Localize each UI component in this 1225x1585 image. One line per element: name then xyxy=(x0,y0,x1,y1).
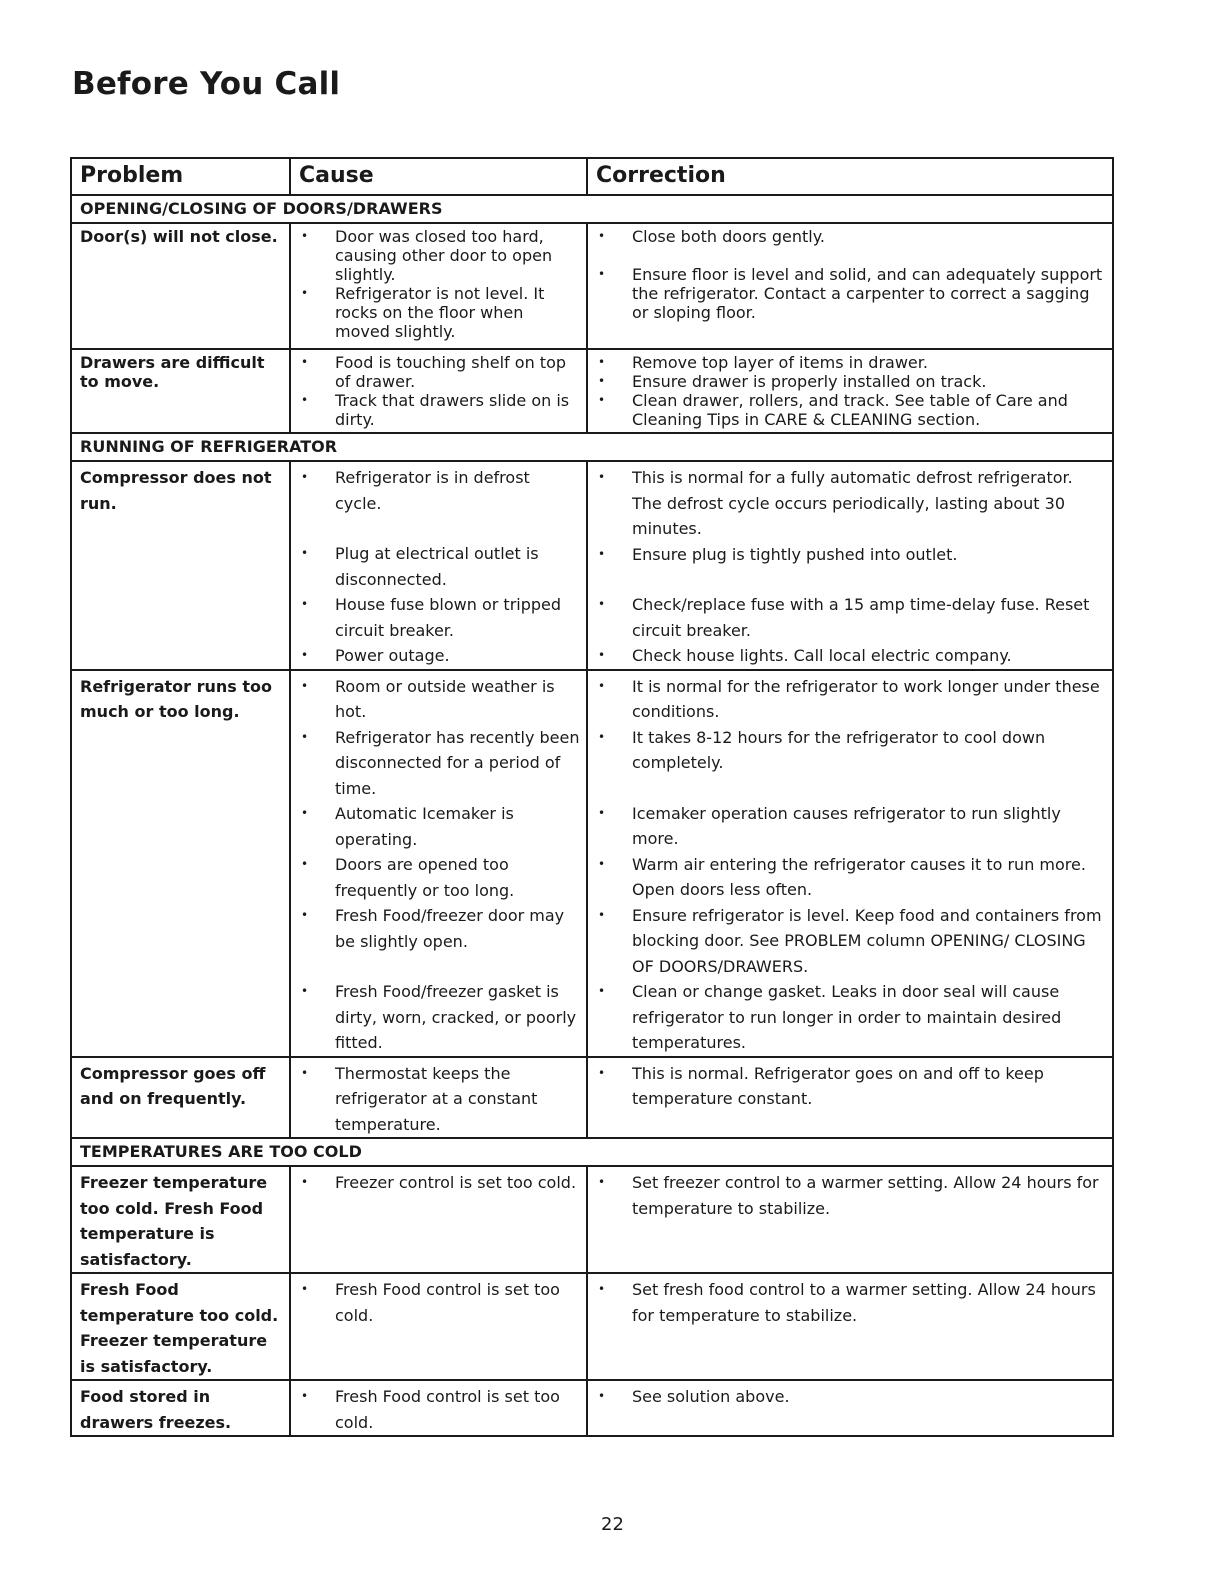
table-row xyxy=(71,349,1113,433)
correction-item: • Ensure drawer is properly installed on track. xyxy=(598,372,1106,391)
table-row xyxy=(71,670,1113,1057)
cause-cell xyxy=(290,223,587,349)
section-row xyxy=(71,195,1113,223)
cause-item: • Room or outside weather is hot. xyxy=(301,674,580,725)
correction-item: • Ensure plug is tightly pushed into outlet. xyxy=(598,542,1106,568)
cause-cell xyxy=(290,670,587,1057)
cause-item: • Fresh Food control is set too cold. xyxy=(301,1277,580,1328)
correction-item: • It is normal for the refrigerator to work longer under these conditions. xyxy=(598,674,1106,725)
cause-item: • Refrigerator is not level. It rocks on the floor when moved slightly. xyxy=(301,284,580,341)
correction-item: • Ensure refrigerator is level. Keep food and containers from blocking door. See PROBLEM column OPENING/ CLOSING OF DOORS/DRAWERS. xyxy=(598,903,1106,980)
cause-item: • Track that drawers slide on is dirty. xyxy=(301,391,580,429)
correction-cell xyxy=(587,1057,1113,1139)
problem-header: Problem xyxy=(71,158,290,195)
header-row xyxy=(71,158,1113,195)
problem-cell: Freezer temperature too cold. Fresh Food temperature is satisfactory. xyxy=(71,1166,290,1273)
page-number: 22 xyxy=(601,1514,624,1535)
cause-item: • Thermostat keeps the refrigerator at a constant temperature. xyxy=(301,1061,580,1138)
correction-cell xyxy=(587,461,1113,670)
problem-cell: Refrigerator runs too much or too long. xyxy=(71,670,290,1057)
correction-item: • Warm air entering the refrigerator causes it to run more. Open doors less often. xyxy=(598,852,1106,903)
cause-cell xyxy=(290,349,587,433)
correction-cell xyxy=(587,349,1113,433)
correction-header: Correction xyxy=(587,158,1113,195)
table-row xyxy=(71,223,1113,349)
correction-item: • Set freezer control to a warmer setting. Allow 24 hours for temperature to stabilize. xyxy=(598,1170,1106,1221)
correction-item: • Check house lights. Call local electric company. xyxy=(598,643,1106,669)
correction-item: • Remove top layer of items in drawer. xyxy=(598,353,1106,372)
correction-cell xyxy=(587,670,1113,1057)
correction-item: • Icemaker operation causes refrigerator to run slightly more. xyxy=(598,801,1106,852)
cause-item: • Plug at electrical outlet is disconnected. xyxy=(301,541,580,592)
section-title: TEMPERATURES ARE TOO COLD xyxy=(71,1138,1113,1166)
table-row xyxy=(71,1166,1113,1273)
cause-item: • Food is touching shelf on top of drawer. xyxy=(301,353,580,391)
cause-item: • Fresh Food control is set too cold. xyxy=(301,1384,580,1435)
correction-item: • Set fresh food control to a warmer setting. Allow 24 hours for temperature to stabilize. xyxy=(598,1277,1106,1328)
correction-item: • It takes 8-12 hours for the refrigerator to cool down completely. xyxy=(598,725,1106,776)
correction-item: • See solution above. xyxy=(598,1384,1106,1410)
cause-item: • House fuse blown or tripped circuit breaker. xyxy=(301,592,580,643)
cause-item: • Freezer control is set too cold. xyxy=(301,1170,580,1196)
cause-item: • Doors are opened too frequently or too long. xyxy=(301,852,580,903)
correction-item: • Clean drawer, rollers, and track. See table of Care and Cleaning Tips in CARE & CLEANING section. xyxy=(598,391,1106,429)
correction-item: • This is normal. Refrigerator goes on and off to keep temperature constant. xyxy=(598,1061,1106,1112)
cause-item: • Fresh Food/freezer door may be slightly open. xyxy=(301,903,580,954)
problem-cell: Drawers are difficult to move. xyxy=(71,349,290,433)
cause-cell xyxy=(290,1380,587,1436)
correction-item: • This is normal for a fully automatic defrost refrigerator. The defrost cycle occurs periodically, lasting about 30 minutes. xyxy=(598,465,1106,542)
cause-cell xyxy=(290,1166,587,1273)
section-title: OPENING/CLOSING OF DOORS/DRAWERS xyxy=(71,195,1113,223)
cause-cell xyxy=(290,1273,587,1380)
section-row xyxy=(71,1138,1113,1166)
correction-item: • Clean or change gasket. Leaks in door seal will cause refrigerator to run longer in order to maintain desired temperatures. xyxy=(598,979,1106,1056)
page-title: Before You Call xyxy=(72,66,341,102)
cause-item: • Automatic Icemaker is operating. xyxy=(301,801,580,852)
table-row xyxy=(71,1380,1113,1436)
section-title: RUNNING OF REFRIGERATOR xyxy=(71,433,1113,461)
table-row xyxy=(71,1273,1113,1380)
correction-item: • Ensure floor is level and solid, and can adequately support the refrigerator. Contact a carpenter to correct a sagging or sloping floor. xyxy=(598,265,1106,322)
correction-cell xyxy=(587,1273,1113,1380)
troubleshooting-table xyxy=(70,157,1114,1437)
correction-cell xyxy=(587,1166,1113,1273)
cause-item: • Refrigerator has recently been disconnected for a period of time. xyxy=(301,725,580,802)
problem-cell: Food stored in drawers freezes. xyxy=(71,1380,290,1436)
cause-item: • Power outage. xyxy=(301,643,580,669)
table-row xyxy=(71,461,1113,670)
table-row xyxy=(71,1057,1113,1139)
problem-cell: Compressor goes off and on frequently. xyxy=(71,1057,290,1139)
section-row xyxy=(71,433,1113,461)
cause-item: • Door was closed too hard, causing other door to open slightly. xyxy=(301,227,580,284)
correction-cell xyxy=(587,1380,1113,1436)
cause-item: • Refrigerator is in defrost cycle. xyxy=(301,465,580,516)
correction-item: • Close both doors gently. xyxy=(598,227,1106,246)
problem-cell: Fresh Food temperature too cold. Freezer temperature is satisfactory. xyxy=(71,1273,290,1380)
correction-item: • Check/replace fuse with a 15 amp time-delay fuse. Reset circuit breaker. xyxy=(598,592,1106,643)
cause-cell xyxy=(290,461,587,670)
problem-cell: Compressor does not run. xyxy=(71,461,290,670)
cause-header: Cause xyxy=(290,158,587,195)
correction-cell xyxy=(587,223,1113,349)
cause-item: • Fresh Food/freezer gasket is dirty, worn, cracked, or poorly fitted. xyxy=(301,979,580,1056)
cause-cell xyxy=(290,1057,587,1139)
problem-cell: Door(s) will not close. xyxy=(71,223,290,349)
